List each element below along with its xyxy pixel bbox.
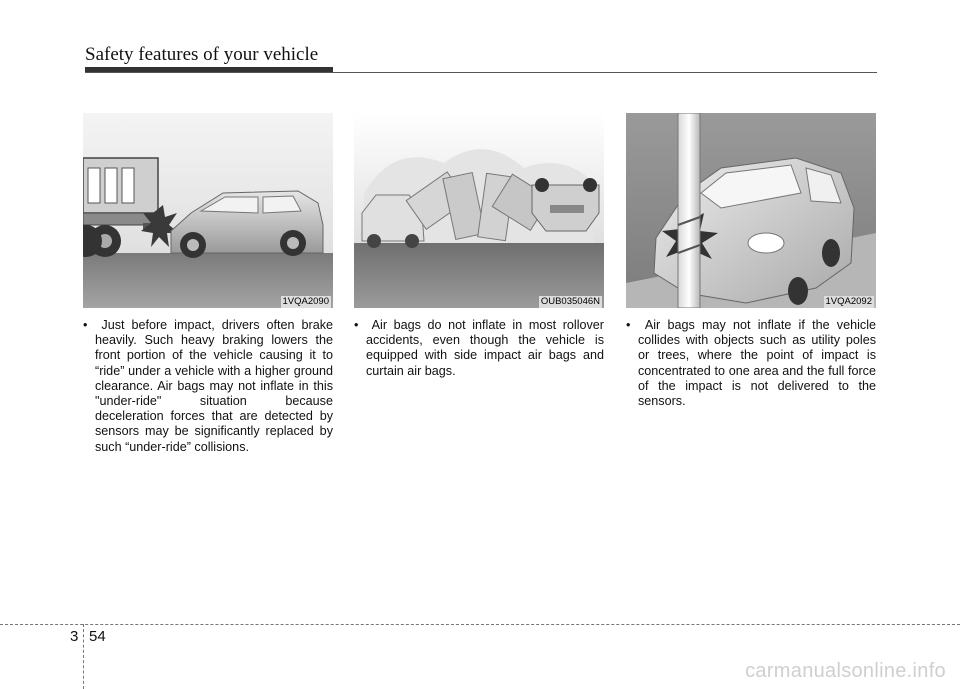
footer-divider: [83, 624, 84, 689]
page-header-title: Safety features of your vehicle: [85, 44, 319, 65]
figure-code: OUB035046N: [540, 296, 600, 307]
page-number: 54: [89, 628, 106, 645]
footer-rule: [0, 624, 960, 625]
caption-text: Air bags may not inflate if the vehicle collides with objects such as utility poles or trees, where the point of impact is concentrated to one area and the full force of the impact is not delivered to the sensors.: [638, 318, 876, 409]
watermark: carmanualsonline.info: [745, 660, 946, 682]
bullet: •: [354, 318, 359, 332]
figure-code: 1VQA2092: [825, 296, 872, 307]
caption-rollover: [354, 318, 604, 379]
figure-pole-collision: [626, 113, 876, 308]
under-ride-illustration: [83, 113, 333, 308]
caption-text: Just before impact, drivers often brake heavily. Such heavy braking lowers the front portion of the vehicle causing it to “ride” under a vehicle with a higher ground clearance. Air bags may not inflate in this "under-ride" situation because deceleration forces that are detected by sensors may be significantly replaced by such “under-ride” collisions.: [95, 318, 333, 454]
figure-rollover: [354, 113, 604, 308]
figure-under-ride: [83, 113, 333, 308]
figure-code: 1VQA2090: [282, 296, 329, 307]
caption-text: Air bags do not inflate in most rollover accidents, even though the vehicle is equipped with side impact air bags and curtain air bags.: [366, 318, 605, 378]
bullet: •: [83, 318, 88, 332]
bullet: •: [626, 318, 631, 332]
caption-pole-collision: [626, 318, 876, 409]
chapter-number: 3: [70, 628, 79, 645]
pole-collision-illustration: [626, 113, 876, 308]
caption-under-ride: [83, 318, 333, 455]
rollover-illustration: [354, 113, 604, 308]
header-rule: [85, 72, 877, 73]
